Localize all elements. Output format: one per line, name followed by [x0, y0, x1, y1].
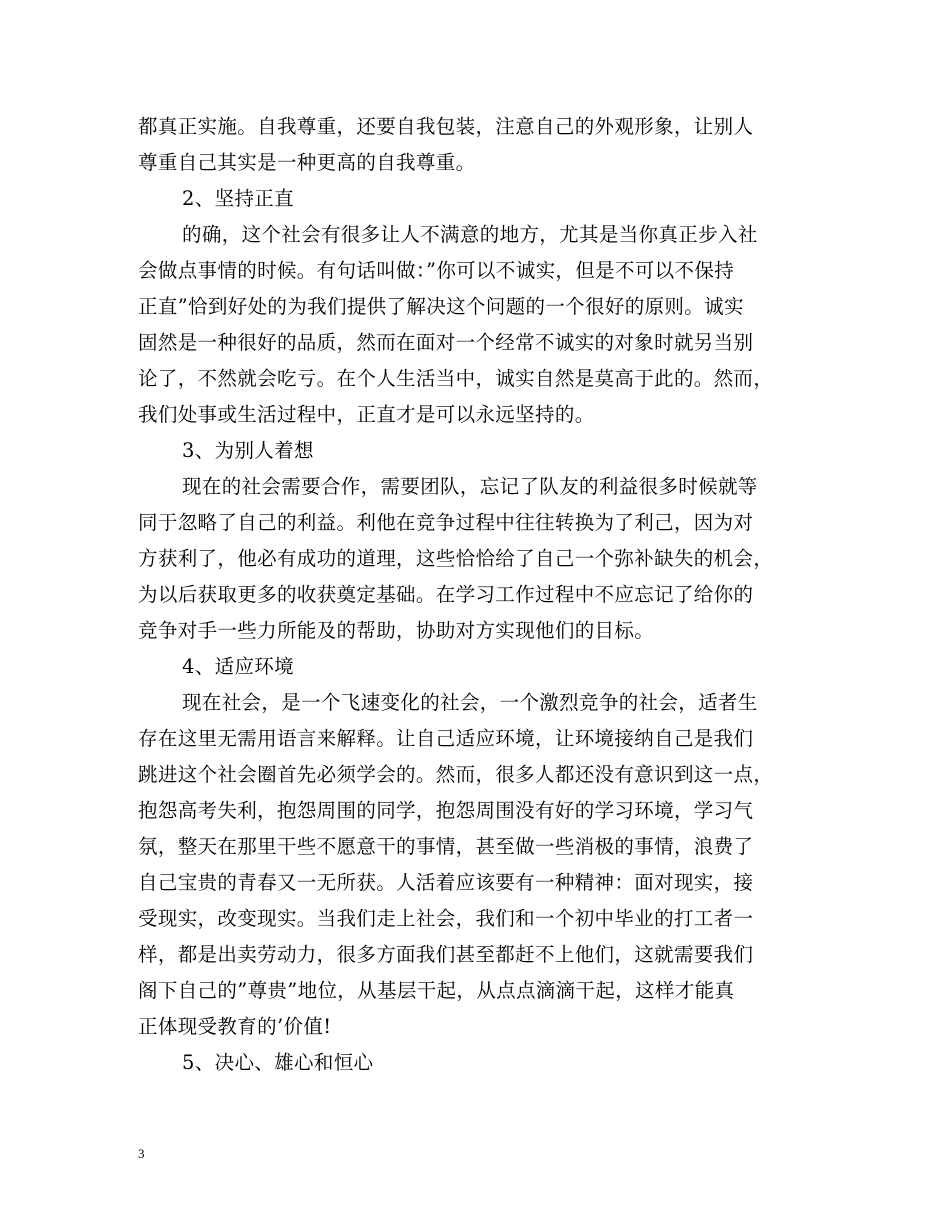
body-text-line: 我们处事或生活过程中，正直才是可以永远坚持的。 [138, 403, 595, 426]
section-heading: 5、决心、雄心和恒心 [182, 1051, 374, 1074]
body-text-line: 同于忽略了自己的利益。利他在竞争过程中往往转换为了利己，因为对 [138, 511, 754, 534]
body-text-line: 现在的社会需要合作，需要团队，忘记了队友的利益很多时候就等 [182, 475, 758, 498]
body-text-line: 自己宝贵的青春又一无所获。人活着应该要有一种精神：面对现实，接 [138, 871, 754, 894]
body-text-line: 的确，这个社会有很多让人不满意的地方，尤其是当你真正步入社 [182, 223, 758, 246]
body-text-line: 为以后获取更多的收获奠定基础。在学习工作过程中不应忘记了给你的 [138, 583, 754, 606]
body-text-line: 存在这里无需用语言来解释。让自己适应环境，让环境接纳自己是我们 [138, 727, 754, 750]
body-text-line: 方获利了，他必有成功的道理，这些恰恰给了自己一个弥补缺失的机会， [138, 547, 774, 570]
body-text-line: 正直”恰到好处的为我们提供了解决这个问题的一个很好的原则。诚实 [138, 295, 744, 318]
body-text-line: 竞争对手一些力所能及的帮助，协助对方实现他们的目标。 [138, 619, 655, 642]
body-text-line: 受现实，改变现实。当我们走上社会，我们和一个初中毕业的打工者一 [138, 907, 754, 930]
section-heading: 2、坚持正直 [182, 187, 295, 210]
body-text-line: 氛，整天在那里干些不愿意干的事情，甚至做一些消极的事情，浪费了 [138, 835, 754, 858]
body-text-line: 会做点事情的时候。有句话叫做：”你可以不诚实，但是不可以不保持 [138, 259, 735, 282]
body-text-line: 都真正实施。自我尊重，还要自我包装，注意自己的外观形象，让别人 [138, 115, 754, 138]
body-text-line: 论了，不然就会吃亏。在个人生活当中，诚实自然是莫高于此的。然而， [138, 367, 774, 390]
body-text-line: 现在社会，是一个飞速变化的社会，一个激烈竞争的社会，适者生 [182, 691, 758, 714]
body-text-line: 正体现受教育的’价值! [138, 1015, 332, 1038]
body-text-line: 样，都是出卖劳动力，很多方面我们甚至都赶不上他们，这就需要我们 [138, 943, 754, 966]
section-heading: 3、为别人着想 [182, 439, 314, 462]
page-number: 3 [138, 1146, 145, 1161]
body-text-line: 尊重自己其实是一种更高的自我尊重。 [138, 151, 476, 174]
body-text-line: 固然是一种很好的品质，然而在面对一个经常不诚实的对象时就另当别 [138, 331, 754, 354]
body-text-line: 抱怨高考失利，抱怨周围的同学，抱怨周围没有好的学习环境，学习气 [138, 799, 754, 822]
body-text-line: 跳进这个社会圈首先必须学会的。然而，很多人都还没有意识到这一点， [138, 763, 774, 786]
body-text-line: 阁下自己的”尊贵”地位，从基层干起，从点点滴滴干起，这样才能真 [138, 979, 735, 1002]
section-heading: 4、适应环境 [182, 655, 295, 678]
